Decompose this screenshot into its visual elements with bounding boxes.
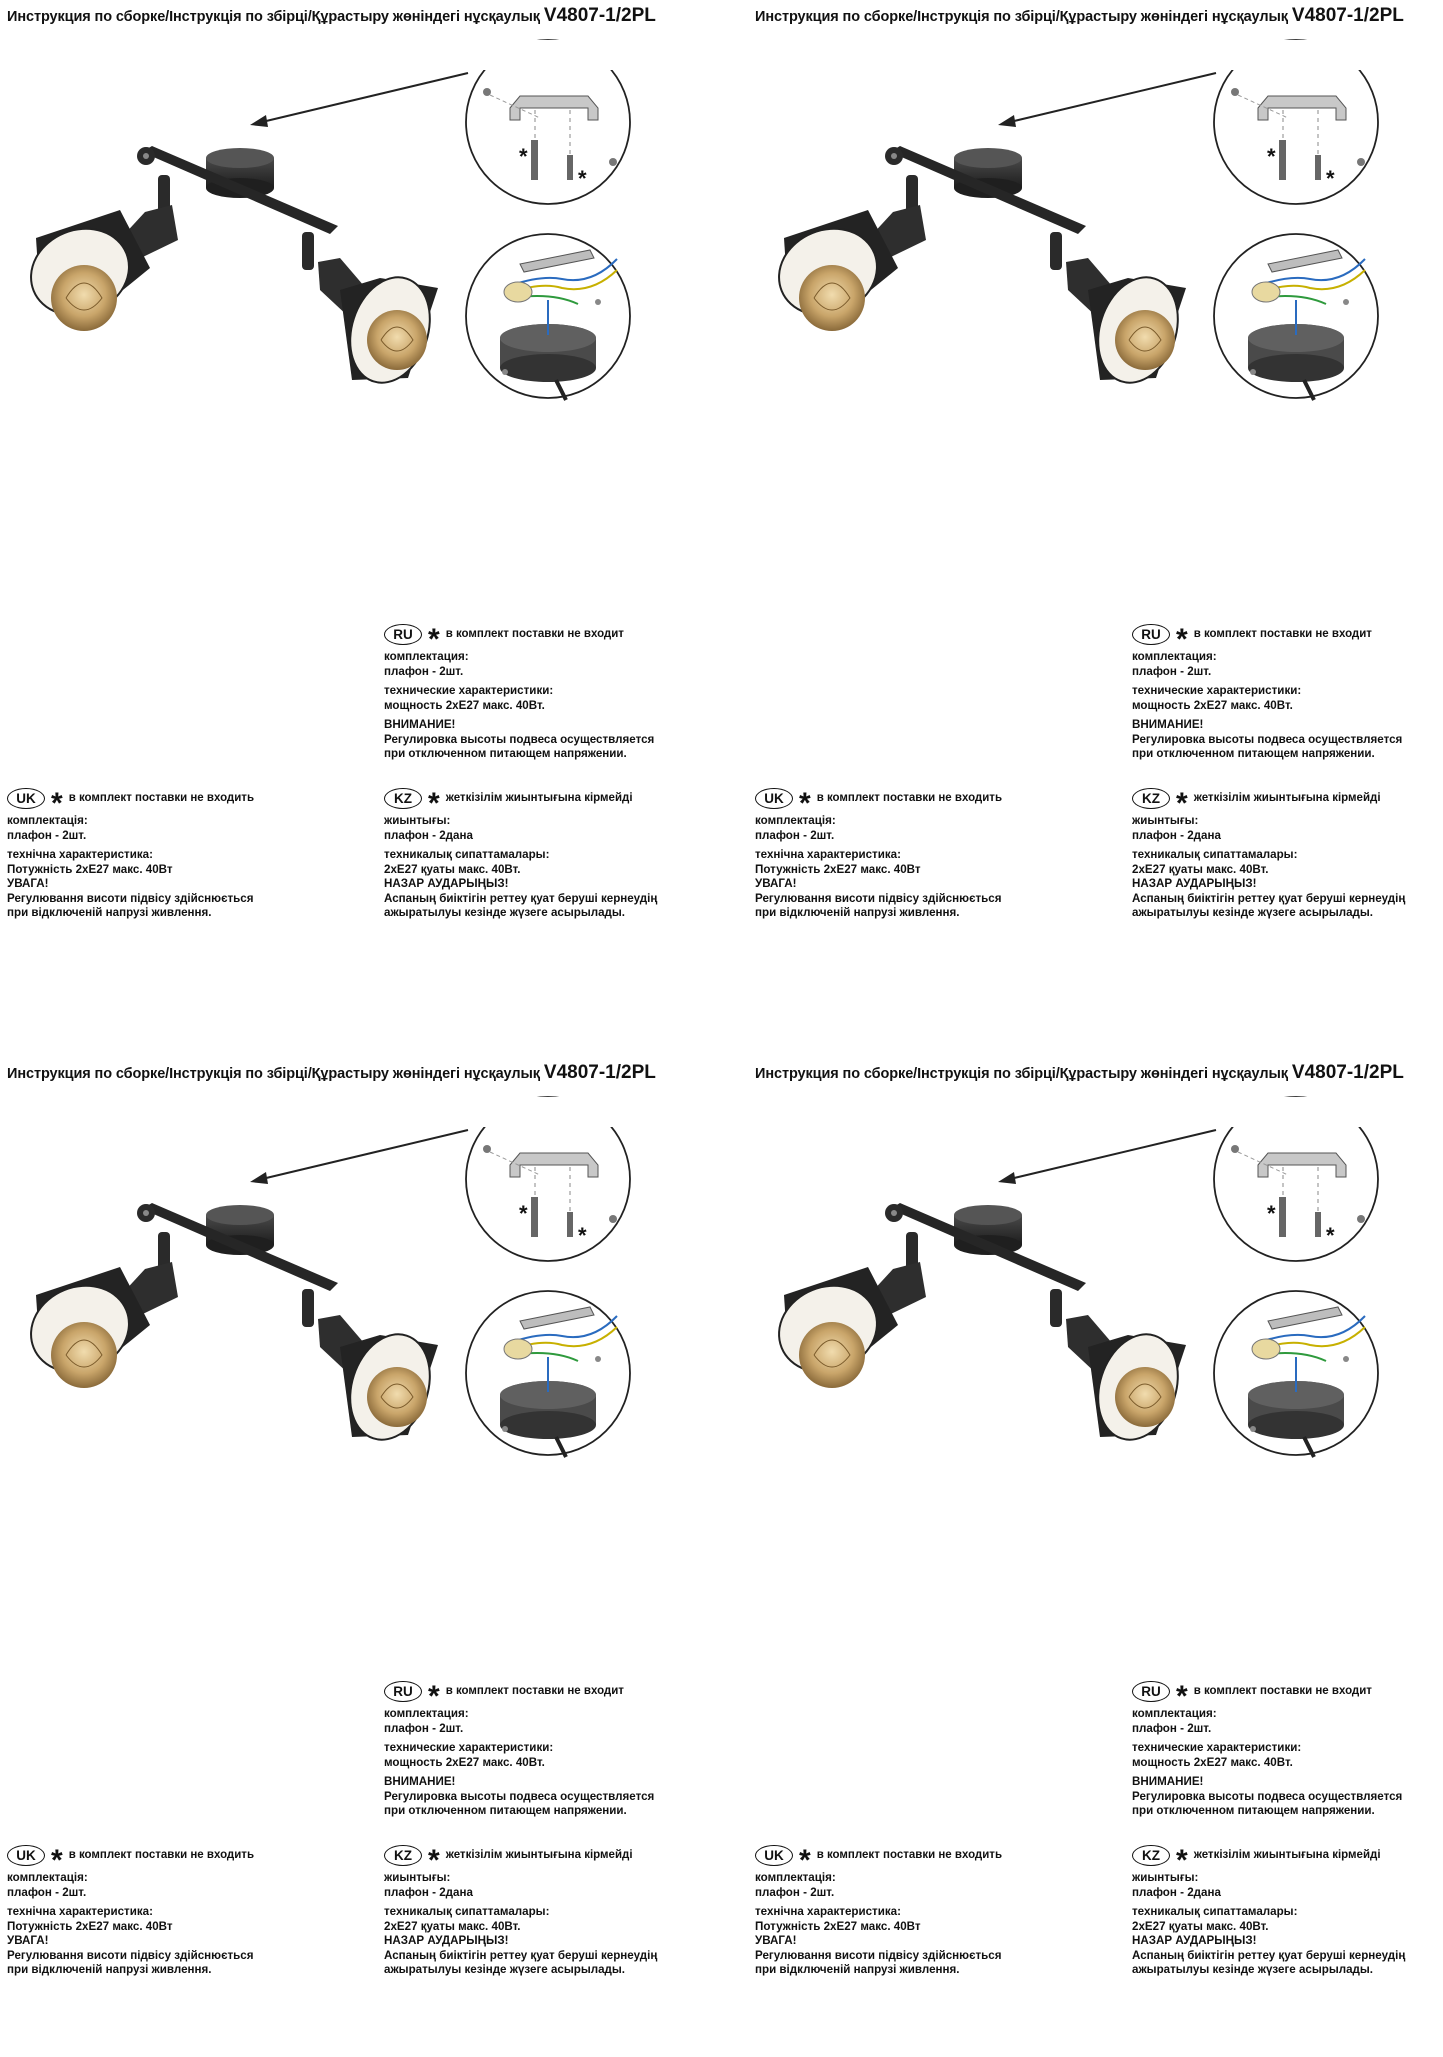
uk-warning-label: УВАГА!: [755, 877, 797, 890]
kz-warning-text: ажыратылуы кезінде жүзеге асырылады.: [384, 906, 626, 919]
uk-warning-text: при відключеній напрузі живлення.: [755, 1963, 960, 1976]
model-number: V4807-1/2PL: [1291, 5, 1404, 26]
pointer-arrow: [250, 1130, 468, 1184]
lamp-illustration: [0, 0, 720, 420]
ru-warning-label: ВНИМАНИЕ!: [384, 1775, 456, 1788]
kz-tech-value: 2хЕ27 қуаты макс. 40Вт.: [384, 862, 521, 876]
ru-tech-value: мощность 2хЕ27 макс. 40Вт.: [1132, 698, 1293, 712]
ru-tech-value: мощность 2хЕ27 макс. 40Вт.: [1132, 1755, 1293, 1769]
uk-warning-text: при відключеній напрузі живлення.: [7, 1963, 212, 1976]
kz-kit-value: плафон - 2дана: [1132, 1885, 1221, 1899]
title-text: Инструкция по сборке/Інструкція по збірці/Құрастыру жөніндегі нұсқаулық: [755, 9, 1288, 25]
kz-language-badge: KZ: [384, 1845, 422, 1866]
kz-language-badge: KZ: [384, 788, 422, 809]
ru-warning-text: Регулировка высоты подвеса осуществляется: [384, 1789, 655, 1803]
uk-warning-text: Регулювання висоти підвісу здійснюється: [7, 891, 254, 905]
ru-not-included-note: в комплект поставки не входит: [1193, 627, 1372, 640]
uk-tech-value: Потужність 2хЕ27 макс. 40Вт: [755, 862, 921, 876]
asterisk-icon: *: [1326, 166, 1335, 191]
kz-warning-label: НАЗАР АУДАРЫҢЫЗ!: [384, 877, 509, 890]
kz-warning-text: Аспаның биіктігін реттеу қуат беруші кернеудің: [384, 891, 658, 905]
ru-tech-label: технические характеристики:: [384, 684, 554, 697]
asterisk-icon: *: [51, 787, 63, 820]
ru-tech-value: мощность 2хЕ27 макс. 40Вт.: [384, 1755, 545, 1769]
ru-warning-label: ВНИМАНИЕ!: [384, 718, 456, 731]
ru-specs-block: [1132, 1679, 1402, 1819]
ru-tech-value: мощность 2хЕ27 макс. 40Вт.: [384, 698, 545, 712]
uk-tech-value: Потужність 2хЕ27 макс. 40Вт: [7, 862, 173, 876]
kz-tech-label: техникалық сипаттамалары:: [384, 848, 550, 861]
ru-warning-text: Регулировка высоты подвеса осуществляется: [384, 732, 655, 746]
right-spotlight: [302, 232, 443, 393]
uk-warning-text: Регулювання висоти підвісу здійснюється: [755, 891, 1002, 905]
ru-tech-label: технические характеристики:: [384, 1741, 554, 1754]
uk-warning-text: при відключеній напрузі живлення.: [755, 906, 960, 919]
kz-language-badge: KZ: [1132, 1845, 1170, 1866]
mounting-bracket-detail: [1214, 40, 1378, 204]
kz-warning-text: ажыратылуы кезінде жүзеге асырылады.: [384, 1963, 626, 1976]
uk-specs-block: [755, 786, 1002, 921]
ru-kit-label: комплектация:: [1132, 650, 1217, 663]
asterisk-icon: *: [51, 1844, 63, 1877]
uk-kit-label: комплектація:: [755, 814, 836, 827]
ru-kit-label: комплектация:: [1132, 1707, 1217, 1720]
asterisk-icon: *: [1176, 623, 1188, 656]
kz-tech-label: техникалық сипаттамалары:: [1132, 848, 1298, 861]
uk-kit-value: плафон - 2шт.: [7, 1885, 87, 1899]
uk-tech-value: Потужність 2хЕ27 макс. 40Вт: [7, 1919, 173, 1933]
kz-tech-label: техникалық сипаттамалары:: [384, 1905, 550, 1918]
lamp-illustration: [0, 1057, 720, 1477]
ru-warning-text: при отключенном питающем напряжении.: [1132, 1804, 1375, 1817]
left-spotlight: [766, 1232, 926, 1388]
ru-language-badge: RU: [384, 624, 422, 645]
uk-language-badge: UK: [755, 1845, 793, 1866]
ru-specs-block: [1132, 622, 1402, 762]
uk-specs-block: [755, 1843, 1002, 1978]
model-number: V4807-1/2PL: [1291, 1062, 1404, 1083]
uk-tech-label: технічна характеристика:: [755, 1905, 901, 1918]
pointer-arrow: [998, 73, 1216, 127]
uk-language-badge: UK: [7, 788, 45, 809]
kz-kit-value: плафон - 2дана: [384, 828, 473, 842]
kz-warning-text: Аспаның биіктігін реттеу қуат беруші кернеудің: [1132, 1948, 1406, 1962]
ru-specs-block: [384, 1679, 654, 1819]
ru-warning-text: при отключенном питающем напряжении.: [1132, 747, 1375, 760]
asterisk-icon: *: [1267, 1201, 1276, 1226]
title-text: Инструкция по сборке/Інструкція по збірці/Құрастыру жөніндегі нұсқаулық: [755, 1066, 1288, 1082]
ru-kit-value: плафон - 2шт.: [384, 664, 464, 678]
uk-warning-label: УВАГА!: [7, 877, 49, 890]
uk-tech-label: технічна характеристика:: [7, 1905, 153, 1918]
asterisk-icon: *: [428, 1680, 440, 1713]
uk-warning-label: УВАГА!: [7, 1934, 49, 1947]
instruction-sheet: [0, 0, 720, 1000]
asterisk-icon: *: [1326, 1223, 1335, 1248]
uk-tech-value: Потужність 2хЕ27 макс. 40Вт: [755, 1919, 921, 1933]
ru-language-badge: RU: [1132, 1681, 1170, 1702]
wiring-detail: [1214, 1291, 1378, 1457]
mounting-bracket-detail: [1214, 1097, 1378, 1261]
asterisk-icon: *: [1176, 1680, 1188, 1713]
instruction-sheet: [0, 1057, 720, 2057]
uk-not-included-note: в комплект поставки не входить: [68, 791, 255, 804]
instruction-sheet: [748, 0, 1443, 1000]
uk-kit-label: комплектація:: [7, 814, 88, 827]
kz-warning-label: НАЗАР АУДАРЫҢЫЗ!: [1132, 877, 1257, 890]
kz-kit-label: жиынтығы:: [384, 814, 451, 827]
asterisk-icon: *: [799, 1844, 811, 1877]
uk-specs-block: [7, 786, 254, 921]
kz-warning-label: НАЗАР АУДАРЫҢЫЗ!: [384, 1934, 509, 1947]
ru-not-included-note: в комплект поставки не входит: [445, 627, 624, 640]
mounting-bracket-detail: [466, 1097, 630, 1261]
kz-tech-value: 2хЕ27 қуаты макс. 40Вт.: [1132, 862, 1269, 876]
ru-specs-block: [384, 622, 654, 762]
lamp-illustration: [748, 1057, 1443, 1477]
asterisk-icon: *: [1176, 1844, 1188, 1877]
uk-warning-text: Регулювання висоти підвісу здійснюється: [755, 1948, 1002, 1962]
uk-warning-text: при відключеній напрузі живлення.: [7, 906, 212, 919]
title-text: Инструкция по сборке/Інструкція по збірці/Құрастыру жөніндегі нұсқаулық: [7, 9, 540, 25]
uk-language-badge: UK: [7, 1845, 45, 1866]
kz-kit-label: жиынтығы:: [1132, 1871, 1199, 1884]
ru-warning-label: ВНИМАНИЕ!: [1132, 718, 1204, 731]
lamp-illustration: [748, 0, 1443, 420]
ru-tech-label: технические характеристики:: [1132, 1741, 1302, 1754]
kz-kit-label: жиынтығы:: [384, 1871, 451, 1884]
ru-warning-text: при отключенном питающем напряжении.: [384, 1804, 627, 1817]
kz-tech-value: 2хЕ27 қуаты макс. 40Вт.: [384, 1919, 521, 1933]
ru-warning-text: Регулировка высоты подвеса осуществляется: [1132, 732, 1403, 746]
uk-tech-label: технічна характеристика:: [7, 848, 153, 861]
asterisk-icon: *: [519, 1201, 528, 1226]
left-spotlight: [18, 175, 178, 331]
wiring-detail: [1214, 234, 1378, 400]
uk-kit-value: плафон - 2шт.: [755, 1885, 835, 1899]
uk-specs-block: [7, 1843, 254, 1978]
kz-not-included-note: жеткізілім жиынтығына кірмейді: [445, 791, 633, 804]
uk-kit-label: комплектація:: [755, 1871, 836, 1884]
uk-language-badge: UK: [755, 788, 793, 809]
kz-specs-block: [384, 786, 657, 921]
right-spotlight: [302, 1289, 443, 1450]
kz-specs-block: [1132, 1843, 1405, 1978]
left-spotlight: [18, 1232, 178, 1388]
uk-tech-label: технічна характеристика:: [755, 848, 901, 861]
kz-tech-value: 2хЕ27 қуаты макс. 40Вт.: [1132, 1919, 1269, 1933]
uk-warning-label: УВАГА!: [755, 1934, 797, 1947]
ru-kit-value: плафон - 2шт.: [1132, 1721, 1212, 1735]
mounting-bracket-detail: [466, 40, 630, 204]
asterisk-icon: *: [578, 166, 587, 191]
right-spotlight: [1050, 1289, 1191, 1450]
kz-warning-text: ажыратылуы кезінде жүзеге асырылады.: [1132, 1963, 1374, 1976]
uk-not-included-note: в комплект поставки не входить: [816, 1848, 1003, 1861]
kz-kit-label: жиынтығы:: [1132, 814, 1199, 827]
asterisk-icon: *: [428, 623, 440, 656]
kz-specs-block: [384, 1843, 657, 1978]
model-number: V4807-1/2PL: [543, 5, 656, 26]
kz-not-included-note: жеткізілім жиынтығына кірмейді: [1193, 1848, 1381, 1861]
kz-warning-text: Аспаның биіктігін реттеу қуат беруші кернеудің: [1132, 891, 1406, 905]
ru-warning-label: ВНИМАНИЕ!: [1132, 1775, 1204, 1788]
kz-tech-label: техникалық сипаттамалары:: [1132, 1905, 1298, 1918]
title-text: Инструкция по сборке/Інструкція по збірці/Құрастыру жөніндегі нұсқаулық: [7, 1066, 540, 1082]
instruction-sheet: [748, 1057, 1443, 2057]
ru-tech-label: технические характеристики:: [1132, 684, 1302, 697]
uk-kit-value: плафон - 2шт.: [7, 828, 87, 842]
asterisk-icon: *: [1267, 144, 1276, 169]
kz-kit-value: плафон - 2дана: [1132, 828, 1221, 842]
pointer-arrow: [998, 1130, 1216, 1184]
asterisk-icon: *: [519, 144, 528, 169]
uk-kit-value: плафон - 2шт.: [755, 828, 835, 842]
wiring-detail: [466, 234, 630, 400]
uk-not-included-note: в комплект поставки не входить: [816, 791, 1003, 804]
kz-warning-label: НАЗАР АУДАРЫҢЫЗ!: [1132, 1934, 1257, 1947]
left-spotlight: [766, 175, 926, 331]
ru-language-badge: RU: [384, 1681, 422, 1702]
kz-warning-text: Аспаның биіктігін реттеу қуат беруші кернеудің: [384, 1948, 658, 1962]
uk-kit-label: комплектація:: [7, 1871, 88, 1884]
ru-kit-label: комплектация:: [384, 650, 469, 663]
ru-kit-value: плафон - 2шт.: [384, 1721, 464, 1735]
right-spotlight: [1050, 232, 1191, 393]
kz-language-badge: KZ: [1132, 788, 1170, 809]
kz-not-included-note: жеткізілім жиынтығына кірмейді: [1193, 791, 1381, 804]
ru-kit-label: комплектация:: [384, 1707, 469, 1720]
asterisk-icon: *: [428, 1844, 440, 1877]
asterisk-icon: *: [799, 787, 811, 820]
asterisk-icon: *: [578, 1223, 587, 1248]
kz-not-included-note: жеткізілім жиынтығына кірмейді: [445, 1848, 633, 1861]
uk-not-included-note: в комплект поставки не входить: [68, 1848, 255, 1861]
kz-kit-value: плафон - 2дана: [384, 1885, 473, 1899]
ru-warning-text: Регулировка высоты подвеса осуществляется: [1132, 1789, 1403, 1803]
uk-warning-text: Регулювання висоти підвісу здійснюється: [7, 1948, 254, 1962]
asterisk-icon: *: [1176, 787, 1188, 820]
ru-language-badge: RU: [1132, 624, 1170, 645]
kz-warning-text: ажыратылуы кезінде жүзеге асырылады.: [1132, 906, 1374, 919]
ru-warning-text: при отключенном питающем напряжении.: [384, 747, 627, 760]
model-number: V4807-1/2PL: [543, 1062, 656, 1083]
asterisk-icon: *: [428, 787, 440, 820]
ru-not-included-note: в комплект поставки не входит: [1193, 1684, 1372, 1697]
pointer-arrow: [250, 73, 468, 127]
wiring-detail: [466, 1291, 630, 1457]
ru-not-included-note: в комплект поставки не входит: [445, 1684, 624, 1697]
kz-specs-block: [1132, 786, 1405, 921]
ru-kit-value: плафон - 2шт.: [1132, 664, 1212, 678]
